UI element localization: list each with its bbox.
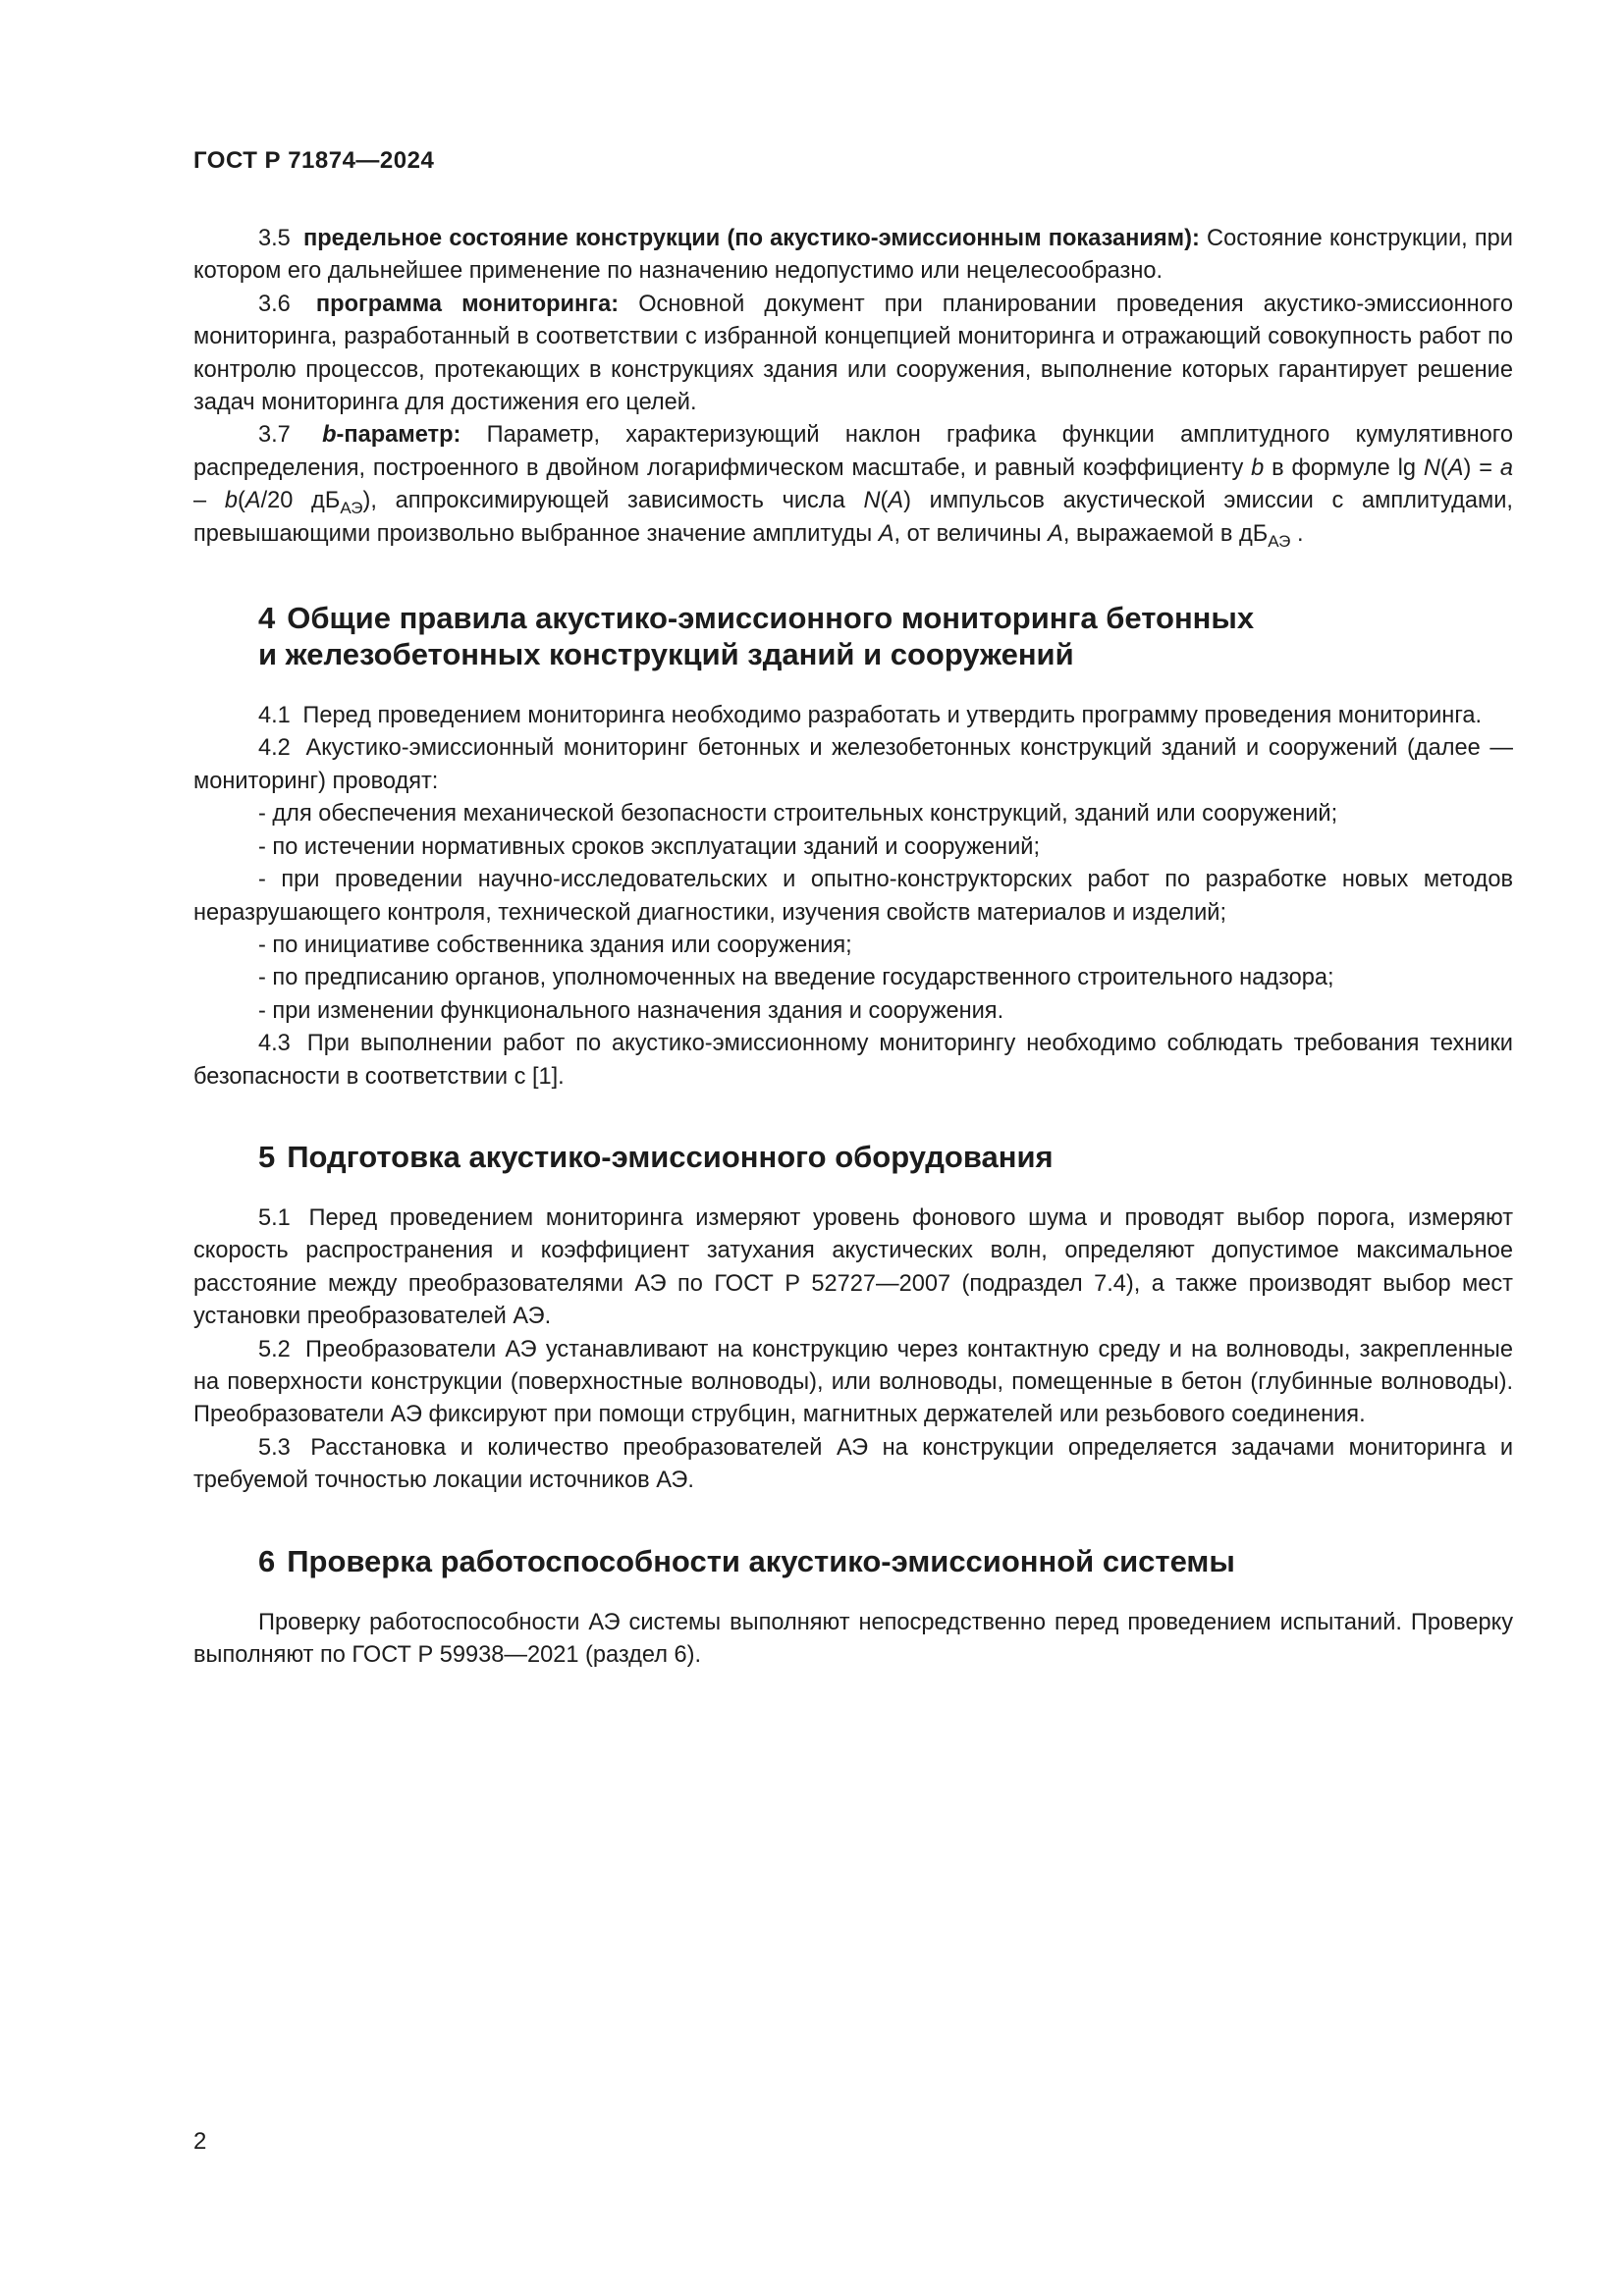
section-6-paragraph: Проверку работоспособности АЭ системы выполняют непосредственно перед проведением испытаний. Проверку выполняют по ГОСТ Р 59938—2021 (раздел 6). (193, 1609, 1513, 1668)
term: b-параметр: (322, 422, 461, 449)
section-6-heading: 6 Проверка работоспособности акустико-эмиссионной системы (258, 1543, 1235, 1578)
clause-3-5 (193, 223, 1513, 289)
section-5-heading: 5 Подготовка акустико-эмиссионного оборудования (258, 1139, 1054, 1174)
clause-4-2: 4.2 Акустико-эмиссионный мониторинг бетонных и железобетонных конструкций зданий и сооружений (далее — мониторинг) проводят: (193, 735, 1513, 794)
term: предельное состояние конструкции (по акустико-эмиссионным показаниям): (303, 226, 1200, 251)
term: программа мониторинга: (315, 291, 620, 317)
clause-3-7: 3.7 b-параметр: Параметр, характеризующий наклон графика функции амплитудного кумулятивного распределения, построенного в двойном логарифмическом масштабе, и равный коэффициенту b в формуле lg N(A) = a – b(A/20 $дБ_{АЭ}$), аппроксимирующей зависимость числа N(A) импульсов акустической эмиссии с амплитудами, превышающими произвольно выбранное значение амплитуды A, от величины A, выражаемой в $дБ_{АЭ}$ . (193, 422, 1514, 551)
document-code-header: ГОСТ Р 71874—2024 (193, 147, 435, 174)
clause-3-6 (193, 289, 1513, 420)
list-item: - для обеспечения механической безопасности строительных конструкций, зданий или сооружений; (258, 801, 1338, 828)
clause-5-2: 5.2 Преобразователи АЭ устанавливают на конструкцию через контактную среду и на волноводы, закрепленные на поверхности конструкции (поверхностные волноводы), или волноводы, помещенные в бетон (глубинные волноводы). Преобразователи АЭ фиксируют при помощи струбцин, магнитных держателей или резьбового соединения. (193, 1336, 1513, 1428)
definition: Состояние конструкции, при котором его дальнейшее применение по назначению недопустимо или нецелесообразно. (193, 226, 1513, 285)
list-item: - при проведении научно-исследовательских и опытно-конструкторских работ по разработке новых методов неразрушающего контроля, технической диагностики, изучения свойств материалов и изделий; (193, 867, 1513, 926)
definition: Основной документ при планировании проведения акустико-эмиссионного мониторинга, разработанный в соответствии с избранной концепцией мониторинга и отражающий совокупность работ по контролю процессов, протекающих в конструкциях здания или сооружения, выполнение которых гарантирует решение задач мониторинга для достижения его целей. (193, 291, 1514, 416)
clause-number: 3.7 (258, 422, 291, 449)
clause-5-3: 5.3 Расстановка и количество преобразователей АЭ на конструкции определяется задачами мониторинга и требуемой точностью локации источников АЭ. (193, 1434, 1513, 1494)
clause-number: 3.5 (258, 226, 291, 251)
clause-number: 3.6 (258, 291, 291, 317)
clause-4-3: 4.3 При выполнении работ по акустико-эмиссионному мониторингу необходимо соблюдать требования техники безопасности в соответствии с [1]. (193, 1031, 1513, 1090)
page-number: 2 (193, 2128, 207, 2155)
list-item: - при изменении функционального назначения здания и сооружения. (258, 997, 1004, 1024)
page-content (193, 223, 1513, 1672)
clause-5-1: 5.1 Перед проведением мониторинга измеряют уровень фонового шума и проводят выбор порога, измеряют скорость распространения и коэффициент затухания акустических волн, определяют допустимое максимальное расстояние между преобразователями АЭ по ГОСТ Р 52727—2007 (подраздел 7.4), а также производят выбор мест установки преобразователей АЭ. (193, 1204, 1514, 1330)
list-item: - по инициативе собственника здания или сооружения; (258, 932, 852, 958)
list-item: - по истечении нормативных сроков эксплуатации зданий и сооружений; (258, 833, 1041, 860)
section-4-heading: 4 Общие правила акустико-эмиссионного мониторинга бетонных и железобетонных конструкций зданий и сооружений (258, 601, 1255, 672)
list-item: - по предписанию органов, уполномоченных на введение государственного строительного надзора; (258, 965, 1334, 991)
clause-4-1: 4.1 Перед проведением мониторинга необходимо разработать и утвердить программу проведения мониторинга. (258, 703, 1483, 729)
